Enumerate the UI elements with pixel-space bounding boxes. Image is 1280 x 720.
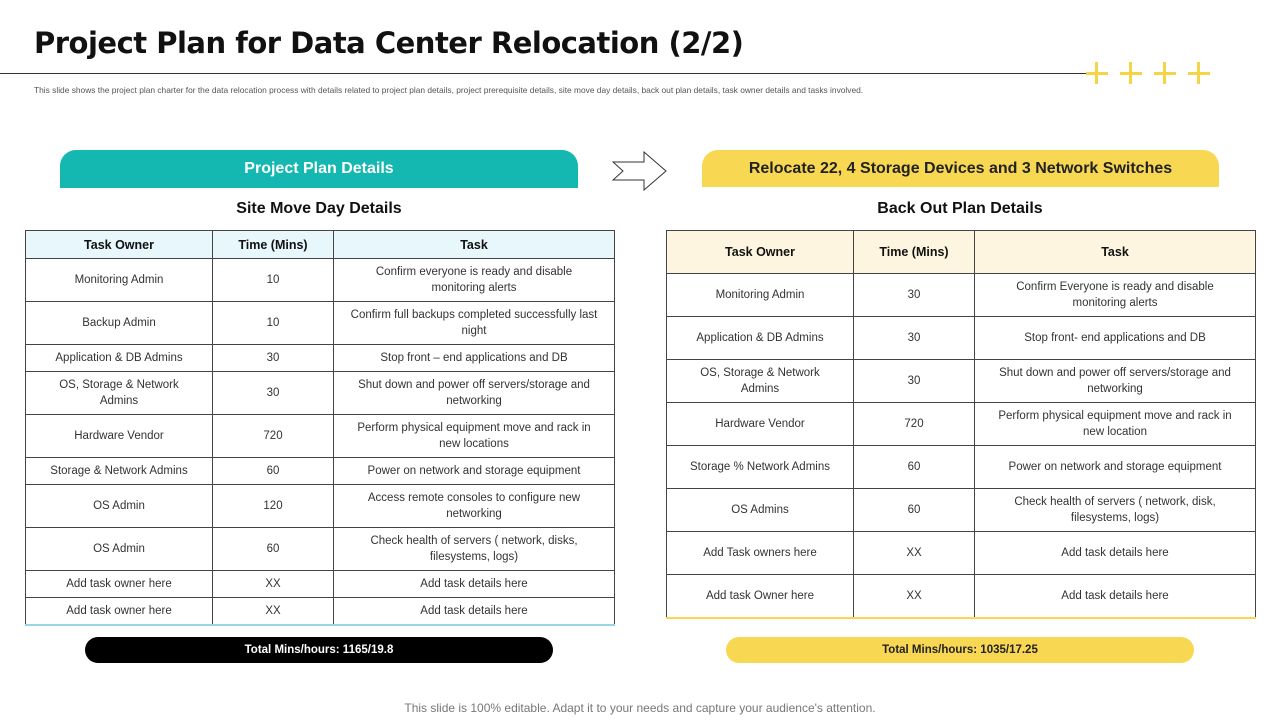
- table-row: [26, 259, 615, 302]
- cell-time: XX: [854, 532, 975, 575]
- site-move-day-table: [25, 230, 615, 626]
- cell-time: 30: [854, 317, 975, 360]
- cell-task-owner: Application & DB Admins: [26, 345, 213, 372]
- cell-time: 30: [854, 360, 975, 403]
- relocate-devices-header: Relocate 22, 4 Storage Devices and 3 Network Switches: [702, 150, 1219, 187]
- title-divider: [0, 73, 1088, 74]
- table-row: [26, 345, 615, 372]
- cell-time: 720: [213, 415, 334, 458]
- cell-task: Power on network and storage equipment: [334, 458, 615, 485]
- cell-task-owner: Add task Owner here: [667, 575, 854, 618]
- cell-task: Add task details here: [334, 571, 615, 598]
- cell-task-owner: Monitoring Admin: [26, 259, 213, 302]
- table-row: [667, 403, 1256, 446]
- cell-time: 30: [213, 345, 334, 372]
- cell-task-owner: OS, Storage & Network Admins: [26, 372, 213, 415]
- cell-task: Stop front- end applications and DB: [975, 317, 1256, 360]
- cell-task: Add task details here: [975, 532, 1256, 575]
- site-move-total: Total Mins/hours: 1165/19.8: [85, 637, 553, 663]
- cell-time: 30: [854, 274, 975, 317]
- table-header-row: [26, 231, 615, 259]
- cell-task: Add task details here: [334, 598, 615, 625]
- table-row: [667, 317, 1256, 360]
- cell-task: Power on network and storage equipment: [975, 446, 1256, 489]
- cell-task-owner: Add task owner here: [26, 571, 213, 598]
- page-title: Project Plan for Data Center Relocation (2/2): [34, 26, 744, 60]
- cell-time: 720: [854, 403, 975, 446]
- cell-task-owner: Storage % Network Admins: [667, 446, 854, 489]
- table-row: [667, 532, 1256, 575]
- cell-task: Add task details here: [975, 575, 1256, 618]
- table-row: [26, 485, 615, 528]
- cell-task: Perform physical equipment move and rack in new locations: [334, 415, 615, 458]
- cell-task-owner: OS Admin: [26, 485, 213, 528]
- table-row: [667, 446, 1256, 489]
- cell-task: Check health of servers ( network, disk, filesystems, logs): [975, 489, 1256, 532]
- table-row: [667, 489, 1256, 532]
- plus-icon: [1152, 55, 1178, 91]
- cell-task-owner: Monitoring Admin: [667, 274, 854, 317]
- table-row: [26, 571, 615, 598]
- back-out-plan-table: [666, 230, 1256, 619]
- cell-time: 60: [213, 458, 334, 485]
- table-row: [667, 575, 1256, 618]
- table-header-row: [667, 231, 1256, 274]
- column-header-task: Task: [975, 231, 1256, 274]
- cell-time: XX: [213, 598, 334, 625]
- table-row: [667, 274, 1256, 317]
- page-subtitle: This slide shows the project plan charter for the data relocation process with details related to project plan details, project prerequisite details, site move day details, back out plan details, task owner details and tasks involved.: [34, 85, 864, 95]
- cell-task: Shut down and power off servers/storage and networking: [975, 360, 1256, 403]
- cell-task-owner: Storage & Network Admins: [26, 458, 213, 485]
- cell-time: 10: [213, 302, 334, 345]
- table-row: [26, 598, 615, 625]
- cell-task: Check health of servers ( network, disks, filesystems, logs): [334, 528, 615, 571]
- project-plan-details-header: Project Plan Details: [60, 150, 578, 188]
- cell-task-owner: Backup Admin: [26, 302, 213, 345]
- table-row: [26, 458, 615, 485]
- cell-task: Access remote consoles to configure new networking: [334, 485, 615, 528]
- plus-icon: [1186, 55, 1212, 91]
- table-row: [26, 372, 615, 415]
- column-header-task-owner: Task Owner: [26, 231, 213, 259]
- cell-time: 60: [854, 489, 975, 532]
- cell-time: XX: [854, 575, 975, 618]
- plus-icon: [1084, 55, 1110, 91]
- cell-time: 10: [213, 259, 334, 302]
- cell-task-owner: Hardware Vendor: [667, 403, 854, 446]
- cell-time: 30: [213, 372, 334, 415]
- cell-task: Confirm full backups completed successfully last night: [334, 302, 615, 345]
- cell-task-owner: Application & DB Admins: [667, 317, 854, 360]
- cell-task-owner: OS Admins: [667, 489, 854, 532]
- cell-task: Perform physical equipment move and rack in new location: [975, 403, 1256, 446]
- back-out-plan-title: Back Out Plan Details: [877, 200, 1043, 217]
- cell-time: 60: [854, 446, 975, 489]
- decorative-plus-row: [1084, 55, 1212, 91]
- cell-time: 60: [213, 528, 334, 571]
- cell-task: Confirm Everyone is ready and disable monitoring alerts: [975, 274, 1256, 317]
- cell-task-owner: Add Task owners here: [667, 532, 854, 575]
- cell-task-owner: Hardware Vendor: [26, 415, 213, 458]
- right-arrow-icon: [612, 151, 668, 191]
- table-row: [667, 360, 1256, 403]
- cell-task: Confirm everyone is ready and disable monitoring alerts: [334, 259, 615, 302]
- cell-time: XX: [213, 571, 334, 598]
- column-header-time: Time (Mins): [213, 231, 334, 259]
- table-row: [26, 528, 615, 571]
- table-row: [26, 302, 615, 345]
- cell-time: 120: [213, 485, 334, 528]
- cell-task: Shut down and power off servers/storage and networking: [334, 372, 615, 415]
- back-out-total: Total Mins/hours: 1035/17.25: [726, 637, 1194, 663]
- column-header-task-owner: Task Owner: [667, 231, 854, 274]
- table-row: [26, 415, 615, 458]
- site-move-day-title: Site Move Day Details: [236, 200, 402, 217]
- cell-task-owner: Add task owner here: [26, 598, 213, 625]
- cell-task: Stop front – end applications and DB: [334, 345, 615, 372]
- column-header-time: Time (Mins): [854, 231, 975, 274]
- cell-task-owner: OS Admin: [26, 528, 213, 571]
- cell-task-owner: OS, Storage & Network Admins: [667, 360, 854, 403]
- footer-note: This slide is 100% editable. Adapt it to your needs and capture your audience's attention.: [404, 701, 876, 715]
- plus-icon: [1118, 55, 1144, 91]
- column-header-task: Task: [334, 231, 615, 259]
